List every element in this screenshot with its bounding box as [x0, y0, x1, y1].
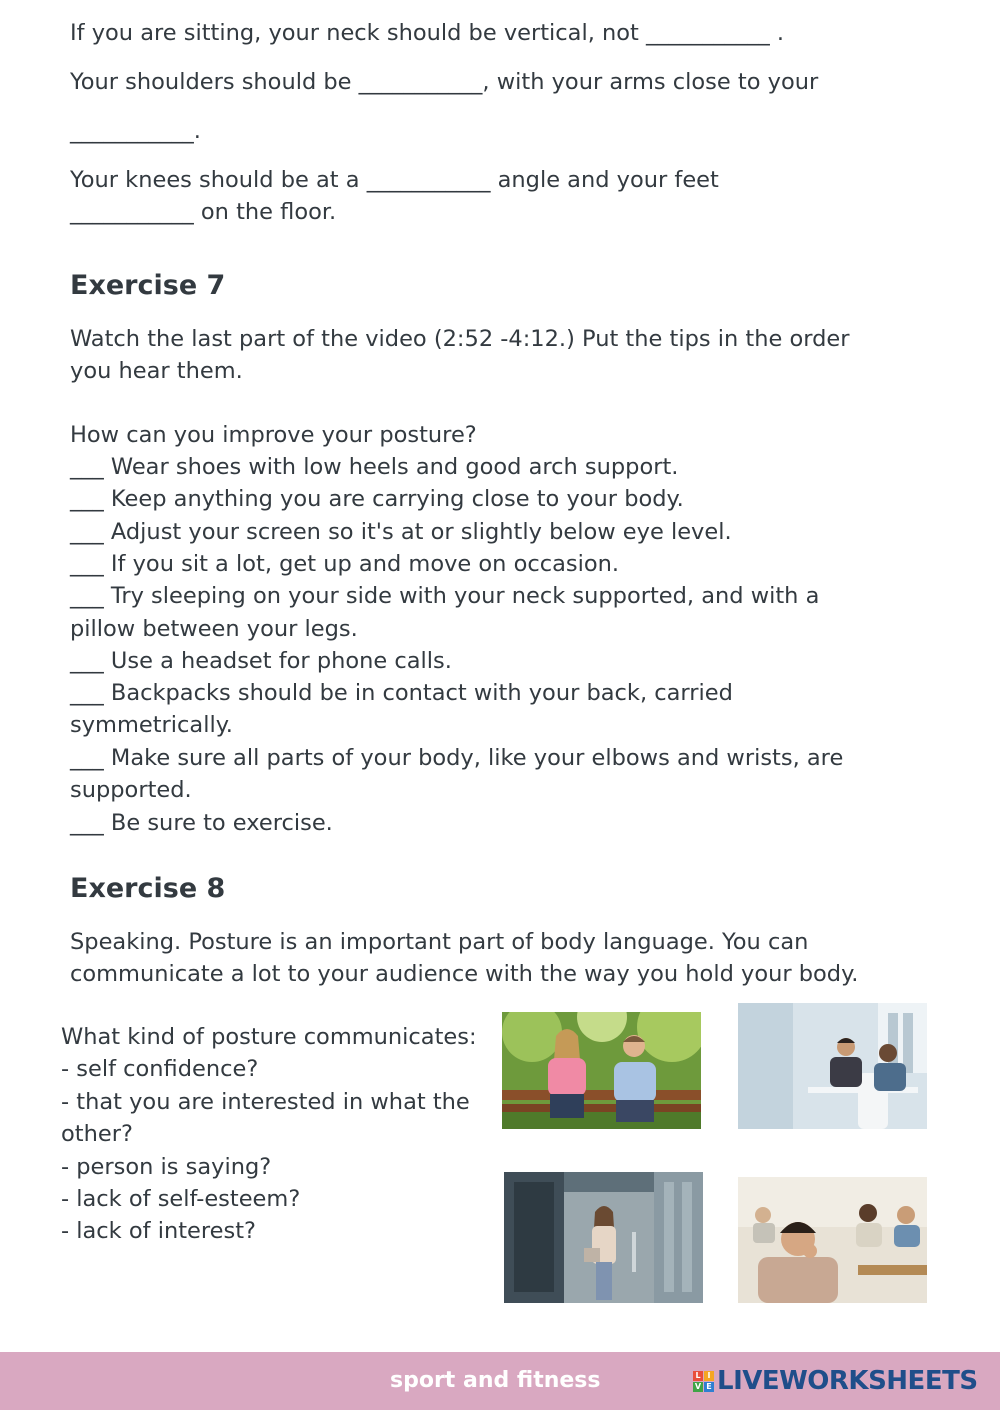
posture-question: - lack of self-esteem? [61, 1186, 301, 1212]
tip-item: ___ Use a headset for phone calls. [70, 648, 452, 674]
tip-item: ___ Make sure all parts of your body, like your elbows and wrists, are [70, 745, 844, 771]
exercise-7-instructions: Watch the last part of the video (2:52 -4:12.) Put the tips in the order [70, 326, 850, 352]
posture-question: other? [61, 1121, 133, 1147]
tip-item: ___ Wear shoes with low heels and good arch support. [70, 454, 679, 480]
logo-wordmark: LIVEWORKSHEETS [717, 1366, 978, 1396]
tip-item-cont: pillow between your legs. [70, 616, 358, 642]
tip-item: ___ Backpacks should be in contact with your back, carried [70, 680, 733, 706]
tip-item: ___ Adjust your screen so it's at or slightly below eye level. [70, 519, 732, 545]
photo-couple-on-bench [502, 1012, 701, 1129]
fill-in-line-shoulders-cont: ___________. [70, 118, 201, 144]
footer-topic: sport and fitness [390, 1368, 601, 1393]
exercise-7-question: How can you improve your posture? [70, 422, 477, 448]
photo-sad-man-in-cafe [738, 1177, 927, 1303]
footer-bar [0, 1352, 1000, 1410]
posture-question: What kind of posture communicates: [61, 1024, 477, 1050]
fill-in-line-shoulders: Your shoulders should be ___________, with your arms close to your [70, 69, 819, 95]
exercise-8-heading: Exercise 8 [70, 873, 226, 904]
tip-item-cont: symmetrically. [70, 712, 233, 738]
fill-in-line-knees-cont: ___________ on the floor. [70, 199, 337, 225]
tip-item-cont: supported. [70, 777, 192, 803]
exercise-8-instructions-cont: communicate a lot to your audience with the way you hold your body. [70, 961, 859, 987]
posture-question: - self confidence? [61, 1056, 259, 1082]
posture-question: - that you are interested in what the [61, 1089, 470, 1115]
tip-item: ___ Keep anything you are carrying close to your body. [70, 486, 684, 512]
tip-item: ___ Try sleeping on your side with your neck supported, and with a [70, 583, 820, 609]
exercise-8-instructions: Speaking. Posture is an important part of body language. You can [70, 929, 809, 955]
exercise-7-heading: Exercise 7 [70, 270, 226, 301]
tip-item: ___ Be sure to exercise. [70, 810, 333, 836]
tip-item: ___ If you sit a lot, get up and move on occasion. [70, 551, 620, 577]
posture-question: - person is saying? [61, 1154, 272, 1180]
logo-icon: L I V E [693, 1371, 714, 1392]
liveworksheets-logo [693, 1364, 978, 1398]
posture-question: - lack of interest? [61, 1218, 256, 1244]
photo-office-colleagues [738, 1003, 927, 1129]
photo-woman-leaving-building [504, 1172, 703, 1303]
fill-in-line-knees: Your knees should be at a ___________ angle and your feet [70, 167, 719, 193]
fill-in-line-neck: If you are sitting, your neck should be vertical, not ___________ . [70, 20, 785, 46]
exercise-7-instructions-cont: you hear them. [70, 358, 243, 384]
